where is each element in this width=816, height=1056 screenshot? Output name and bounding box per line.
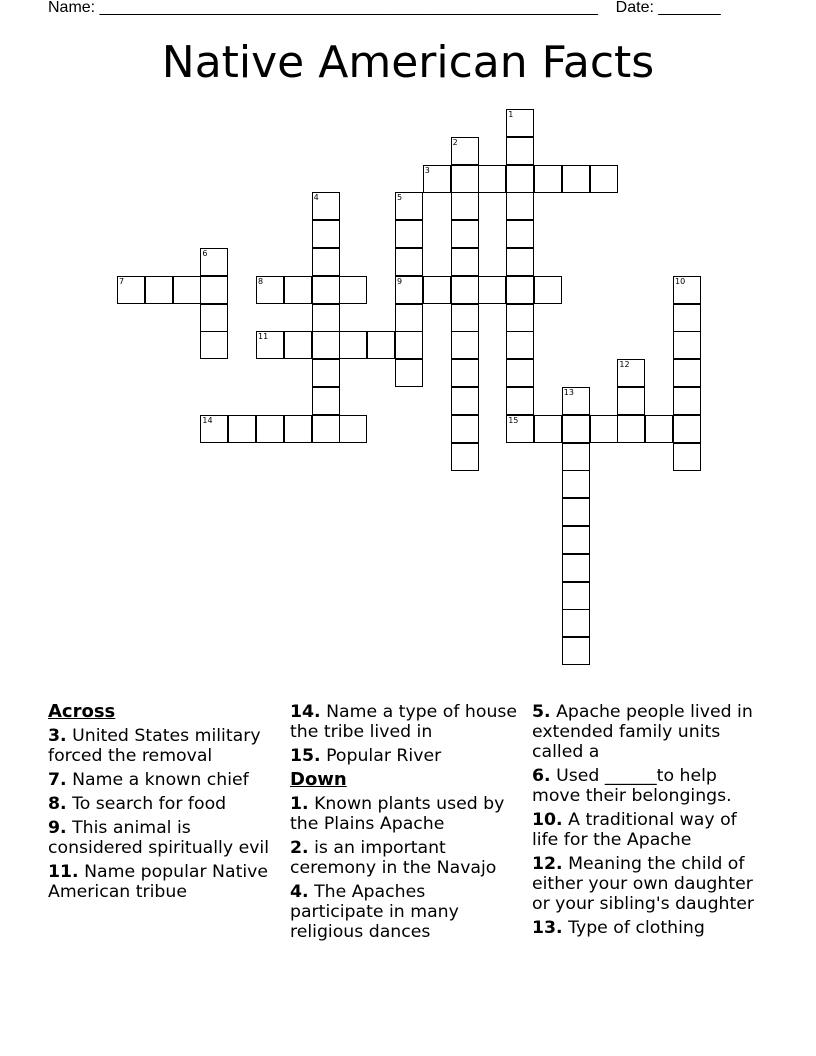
grid-cell[interactable] — [506, 248, 534, 276]
grid-cell[interactable] — [228, 415, 256, 443]
cell-number: 1 — [508, 110, 514, 119]
grid-cell[interactable] — [451, 248, 479, 276]
grid-cell[interactable] — [562, 165, 590, 193]
cell-number: 11 — [258, 332, 269, 342]
grid-cell[interactable] — [284, 331, 312, 359]
grid-cell[interactable] — [395, 248, 423, 276]
clue-across-15: 15. Popular River — [290, 746, 442, 766]
grid-cell[interactable] — [312, 359, 340, 387]
grid-cell[interactable] — [367, 331, 395, 359]
grid-cell[interactable] — [395, 192, 423, 220]
grid-cell[interactable] — [256, 276, 284, 304]
cell-number: 15 — [508, 415, 519, 425]
grid-cell[interactable] — [506, 192, 534, 220]
cell-number: 4 — [313, 193, 319, 203]
grid-cell[interactable] — [284, 276, 312, 304]
cell-number: 7 — [119, 276, 125, 286]
grid-cell[interactable] — [562, 498, 590, 526]
clue-across-3: 3. United States military forced the removal — [48, 726, 261, 766]
name-label: Name: — [48, 0, 96, 16]
grid-cell[interactable] — [339, 331, 367, 359]
grid-cell[interactable] — [451, 387, 479, 415]
cell-number: 12 — [619, 360, 630, 370]
grid-cell[interactable] — [117, 276, 145, 304]
date-blank[interactable]: _______ — [658, 0, 721, 16]
grid-cell[interactable] — [395, 359, 423, 387]
clue-down-1: 1. Known plants used by the Plains Apache — [290, 794, 505, 834]
clue-column-1 — [48, 702, 280, 906]
clue-across-7: 7. Name a known chief — [48, 770, 249, 790]
grid-cell[interactable] — [312, 276, 340, 304]
grid-cell[interactable] — [506, 109, 534, 137]
grid-cell[interactable] — [506, 165, 534, 193]
grid-cell[interactable] — [506, 387, 534, 415]
clue-across-9: 9. This animal is considered spiritually evil — [48, 818, 270, 858]
grid-cell[interactable] — [200, 331, 228, 359]
name-blank[interactable]: ________________________________________________________ — [99, 0, 598, 16]
grid-cell[interactable] — [673, 304, 701, 332]
grid-cell[interactable] — [395, 331, 423, 359]
grid-cell[interactable] — [673, 387, 701, 415]
grid-cell[interactable] — [534, 415, 562, 443]
grid-cell[interactable] — [673, 276, 701, 304]
grid-cell[interactable] — [506, 304, 534, 332]
grid-cell[interactable] — [451, 415, 479, 443]
grid-cell[interactable] — [200, 304, 228, 332]
grid-cell[interactable] — [256, 331, 284, 359]
cell-number: 13 — [563, 388, 574, 397]
grid-cell[interactable] — [562, 609, 590, 637]
clue-down-12: 12. Meaning the child of either your own daughter or your sibling's daughter — [532, 854, 755, 914]
grid-cell[interactable] — [423, 165, 451, 193]
grid-cell[interactable] — [173, 276, 201, 304]
grid-cell[interactable] — [200, 276, 228, 304]
clue-down-4: 4. The Apaches participate in many religious dances — [290, 882, 459, 942]
clue-down-2: 2. is an important ceremony in the Navajo — [290, 838, 497, 878]
grid-cell[interactable] — [312, 248, 340, 276]
grid-cell[interactable] — [562, 526, 590, 554]
grid-cell[interactable] — [506, 137, 534, 165]
clue-down-13: 13. Type of clothing — [532, 918, 705, 938]
grid-cell[interactable] — [451, 359, 479, 387]
grid-cell[interactable] — [617, 415, 645, 443]
grid-cell[interactable] — [562, 637, 590, 665]
grid-cell[interactable] — [256, 415, 284, 443]
grid-cell[interactable] — [451, 304, 479, 332]
grid-cell[interactable] — [312, 220, 340, 248]
page-title: Native American Facts — [161, 37, 655, 88]
clue-column-2 — [290, 702, 522, 946]
grid-cell[interactable] — [312, 304, 340, 332]
grid-cell[interactable] — [312, 192, 340, 220]
grid-cell[interactable] — [451, 276, 479, 304]
grid-cell[interactable] — [451, 137, 479, 165]
clue-across-8: 8. To search for food — [48, 794, 227, 814]
across-heading: Across — [48, 701, 116, 722]
grid-cell[interactable] — [562, 554, 590, 582]
cell-number: 14 — [202, 415, 213, 425]
grid-cell[interactable] — [673, 331, 701, 359]
date-label: Date: — [615, 0, 654, 16]
grid-cell[interactable] — [506, 220, 534, 248]
grid-cell[interactable] — [673, 443, 701, 471]
grid-cell[interactable] — [590, 415, 618, 443]
cell-number: 3 — [424, 165, 430, 175]
grid-cell[interactable] — [451, 220, 479, 248]
grid-cell[interactable] — [395, 220, 423, 248]
grid-cell[interactable] — [673, 415, 701, 443]
grid-cell[interactable] — [284, 415, 312, 443]
grid-cell[interactable] — [590, 165, 618, 193]
grid-cell[interactable] — [534, 276, 562, 304]
grid-cell[interactable] — [506, 415, 534, 443]
grid-cell[interactable] — [395, 304, 423, 332]
grid-cell[interactable] — [339, 276, 367, 304]
grid-cell[interactable] — [478, 276, 506, 304]
grid-cell[interactable] — [562, 415, 590, 443]
grid-cell[interactable] — [312, 415, 340, 443]
cell-number: 2 — [452, 137, 458, 147]
grid-cell[interactable] — [506, 359, 534, 387]
down-heading: Down — [290, 769, 347, 790]
grid-cell[interactable] — [534, 165, 562, 193]
cell-number: 10 — [675, 276, 686, 286]
grid-cell[interactable] — [562, 582, 590, 610]
grid-cell[interactable] — [312, 331, 340, 359]
clue-column-3 — [532, 702, 764, 942]
grid-cell[interactable] — [645, 415, 673, 443]
clue-across-14: 14. Name a type of house the tribe lived in — [290, 702, 518, 742]
grid-cell[interactable] — [562, 387, 590, 415]
grid-cell[interactable] — [451, 443, 479, 471]
grid-cell[interactable] — [673, 359, 701, 387]
clue-across-11: 11. Name popular Native American tribue — [48, 862, 269, 902]
grid-cell[interactable] — [562, 443, 590, 471]
clue-down-6: 6. Used ______to help move their belongings. — [532, 766, 732, 806]
grid-cell[interactable] — [423, 276, 451, 304]
cell-number: 9 — [397, 276, 403, 286]
grid-cell[interactable] — [617, 359, 645, 387]
grid-cell[interactable] — [451, 331, 479, 359]
cell-number: 8 — [258, 276, 264, 286]
grid-cell[interactable] — [451, 192, 479, 220]
grid-cell[interactable] — [145, 276, 173, 304]
grid-cell[interactable] — [562, 470, 590, 498]
clue-down-5: 5. Apache people lived in extended family units called a — [532, 702, 753, 762]
clue-down-10: 10. A traditional way of life for the Apache — [532, 810, 737, 850]
grid-cell[interactable] — [200, 248, 228, 276]
grid-cell[interactable] — [200, 415, 228, 443]
grid-cell[interactable] — [451, 165, 479, 193]
grid-cell[interactable] — [617, 387, 645, 415]
grid-cell[interactable] — [478, 165, 506, 193]
cell-number: 6 — [202, 249, 208, 258]
grid-cell[interactable] — [339, 415, 367, 443]
grid-cell[interactable] — [506, 331, 534, 359]
grid-cell[interactable] — [312, 387, 340, 415]
grid-cell[interactable] — [506, 276, 534, 304]
cell-number: 5 — [397, 193, 403, 203]
grid-cell[interactable] — [395, 276, 423, 304]
